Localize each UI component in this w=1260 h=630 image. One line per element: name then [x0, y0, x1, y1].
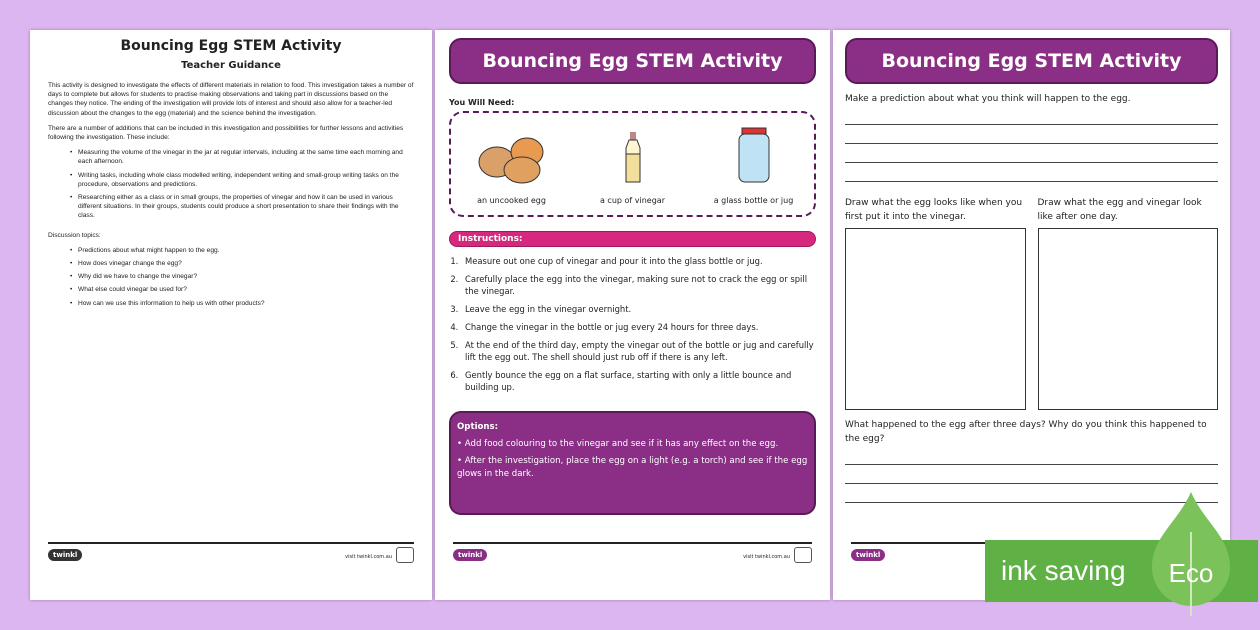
list-item: • Writing tasks, including whole class modelled writing, independent writing and small-group writing tasks on the procedure, observations and predictions. [78, 171, 414, 189]
quality-badge-icon [396, 547, 414, 563]
twinkl-logo: twinkl [851, 549, 885, 561]
intro-paragraph: This activity is designed to investigate the effects of different materials in relation to food. This investigation takes a number of days to complete but allows for students to practise making observations and taking part in discussions based on the changes they notice. The ending of the investigation will provide lots of interest and should also allow for a teacher-led discussion about the changes to the egg (material) and the science behind the investigation. [48, 82, 414, 117]
option: • Add food colouring to the vinegar and see if it has any effect on the egg. [457, 439, 779, 449]
list-item: • How does vinegar change the egg? [78, 259, 414, 268]
twinkl-logo: twinkl [48, 549, 82, 561]
draw-prompt: Draw what the egg and vinegar look like after one day. [1037, 198, 1202, 222]
footer [453, 542, 812, 570]
footer [48, 542, 414, 570]
instructions-list [461, 255, 816, 393]
discussion-label: Discussion topics: [48, 231, 101, 239]
instructions-label: Instructions: [449, 231, 816, 247]
you-will-need-label: You Will Need: [449, 98, 515, 107]
page-title: Bouncing Egg STEM Activity [449, 38, 816, 84]
instructions-page [435, 30, 830, 600]
answer-line[interactable] [845, 446, 1218, 465]
item-label: a glass bottle or jug [713, 196, 794, 205]
footer-url: visit twinkl.com.au [345, 554, 392, 560]
vinegar-bottle-icon [578, 129, 688, 184]
option: • After the investigation, place the egg on a light (e.g. a torch) and see if the egg glows in the dark. [457, 456, 808, 479]
prediction-question: Make a prediction about what you think will happen to the egg. [845, 94, 1131, 104]
drawing-box[interactable] [1038, 228, 1219, 410]
item-label: a cup of vinegar [599, 196, 665, 205]
list-item: • Predictions about what might happen to the egg. [78, 246, 414, 255]
ink-saving-label: ink saving [1001, 555, 1126, 586]
options-label: Options: [457, 422, 499, 432]
answer-line[interactable] [845, 106, 1218, 125]
eco-leaf-icon [1148, 492, 1234, 616]
quality-badge-icon [794, 547, 812, 563]
page-title: Bouncing Egg STEM Activity [120, 38, 342, 54]
step: 4. Change the vinegar in the bottle or jug every 24 hours for three days. [461, 321, 816, 333]
page-title: Bouncing Egg STEM Activity [845, 38, 1218, 84]
step: 3. Leave the egg in the vinegar overnight. [461, 303, 816, 315]
three-days-question: What happened to the egg after three days? Why do you think this happened to the egg? [845, 420, 1207, 444]
list-item: • Measuring the volume of the vinegar in the jar at regular intervals, including at the same time each morning and each afternoon. [78, 148, 414, 166]
answer-line[interactable] [845, 144, 1218, 163]
twinkl-logo: twinkl [453, 549, 487, 561]
list-item: • How can we use this information to help us with other products? [78, 299, 414, 308]
step: 5. At the end of the third day, empty the vinegar out of the bottle or jug and carefully lift the egg out. The shell should just rub off if there is any left. [461, 339, 816, 363]
footer-url: visit twinkl.com.au [743, 554, 790, 560]
item-label: an uncooked egg [477, 196, 546, 205]
glass-jar-icon [699, 129, 809, 184]
additions-paragraph: There are a number of additions that can be included in this investigation and possibilities for further lessons and activities following the investigation. These include: [48, 124, 404, 142]
list-item: • Researching either as a class or in small groups, the properties of vinegar and how it can be used in various different situations. In their groups, students could produce a short presentation to share their findings with the class. [78, 193, 414, 221]
list-item: • What else could vinegar be used for? [78, 285, 414, 294]
answer-line[interactable] [845, 465, 1218, 484]
eco-label: Eco [1168, 558, 1214, 588]
drawing-box[interactable] [845, 228, 1026, 410]
eggs-icon [457, 129, 567, 184]
draw-prompt: Draw what the egg looks like when you first put it into the vinegar. [845, 198, 1023, 222]
list-item: • Why did we have to change the vinegar? [78, 272, 414, 281]
step: 1. Measure out one cup of vinegar and pour it into the glass bottle or jug. [461, 255, 816, 267]
step: 6. Gently bounce the egg on a flat surface, starting with only a little bounce and building up. [461, 369, 816, 393]
step: 2. Carefully place the egg into the vinegar, making sure not to crack the egg or spill the vinegar. [461, 273, 816, 297]
options-box [449, 411, 816, 515]
answer-line[interactable] [845, 163, 1218, 182]
answer-line[interactable] [845, 125, 1218, 144]
teacher-guidance-page [30, 30, 432, 600]
page-subtitle: Teacher Guidance [181, 60, 281, 71]
materials-box [449, 111, 816, 217]
